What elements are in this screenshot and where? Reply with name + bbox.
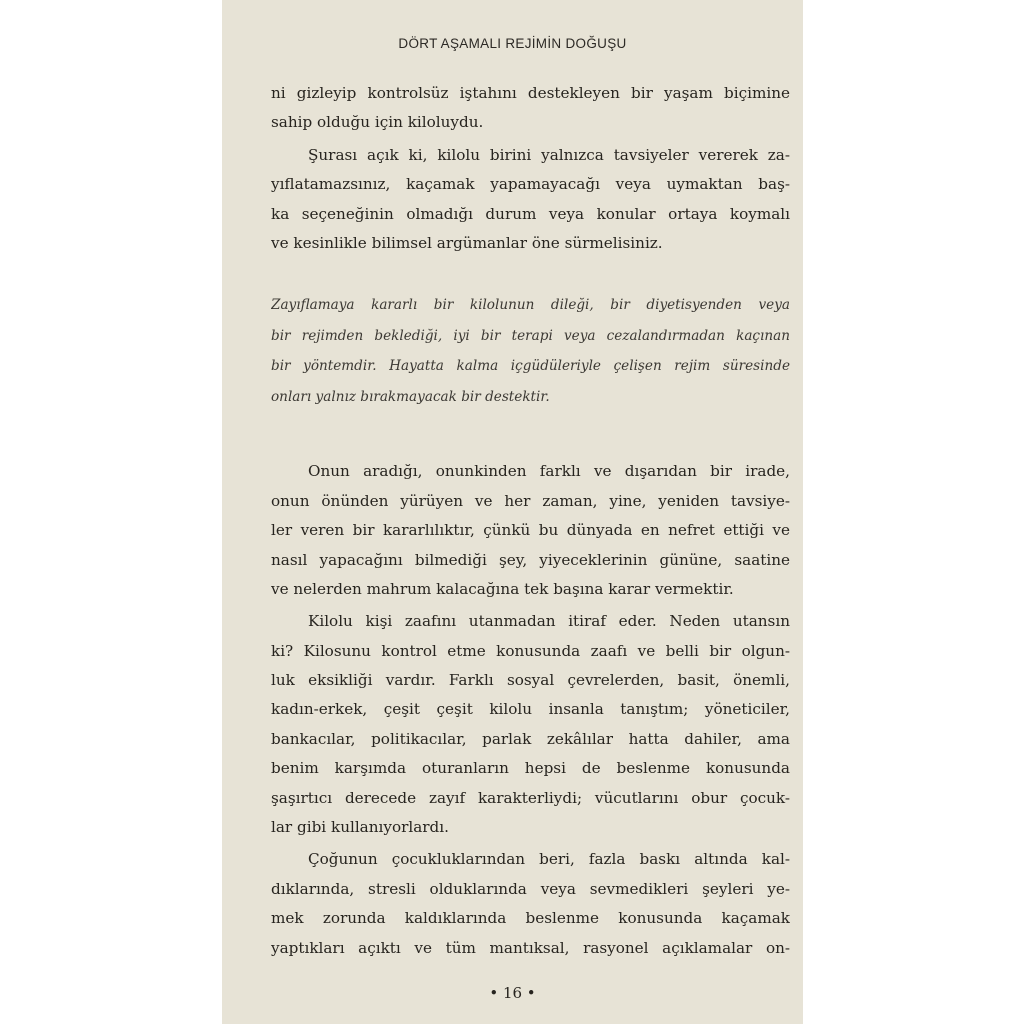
text-line: luk eksikliği vardır. Farklı sosyal çevrelerden, basit, önemli,: [271, 671, 790, 690]
paragraph: [271, 457, 790, 604]
text-line: bankacılar, politikacılar, parlak zekâlılar hatta dahiler, ama: [271, 729, 790, 748]
pull-quote: [271, 290, 790, 412]
text-line: Çoğunun çocukluklarından beri, fazla baskı altında kal-: [308, 850, 790, 869]
text-line: ka seçeneğinin olmadığı durum veya konular ortaya koymalı: [271, 204, 790, 223]
text-line: onun önünden yürüyen ve her zaman, yine, yeniden tavsiye-: [271, 491, 790, 510]
text-line: Kilolu kişi zaafını utanmadan itiraf eder. Neden utansın: [308, 612, 790, 631]
text-line: sahip olduğu için kiloluydu.: [271, 113, 484, 132]
text-line: nasıl yapacağını bilmediği şey, yiyeceklerinin gününe, saatine: [271, 550, 790, 569]
text-line: benim karşımda oturanların hepsi de beslenme konusunda: [271, 759, 790, 778]
text-line: mek zorunda kaldıklarında beslenme konusunda kaçamak: [271, 909, 790, 928]
quote-line: bir rejimden beklediği, iyi bir terapi veya cezalandırmadan kaçınan: [271, 327, 790, 344]
quote-line: onları yalnız bırakmayacak bir destektir.: [271, 388, 550, 405]
text-line: ler veren bir kararlılıktır, çünkü bu dünyada en nefret ettiği ve: [271, 521, 790, 540]
body-text: [271, 79, 790, 966]
text-line: yaptıkları açıktı ve tüm mantıksal, rasyonel açıklamalar on-: [271, 938, 790, 957]
text-line: lar gibi kullanıyorlardı.: [271, 818, 449, 837]
book-page: [222, 0, 803, 1024]
text-line: Şurası açık ki, kilolu birini yalnızca tavsiyeler vererek za-: [308, 145, 790, 164]
running-header: DÖRT AŞAMALI REJİMİN DOĞUŞU: [398, 36, 627, 51]
paragraph: [271, 607, 790, 842]
text-line: ki? Kilosunu kontrol etme konusunda zaafı ve belli bir olgun-: [271, 641, 790, 660]
text-line: şaşırtıcı derecede zayıf karakterliydi; vücutlarını obur çocuk-: [271, 788, 790, 807]
paragraph: [271, 845, 790, 963]
text-line: dıklarında, stresli olduklarında veya sevmedikleri şeyleri ye-: [271, 879, 790, 898]
text-line: ve kesinlikle bilimsel argümanlar öne sürmelisiniz.: [271, 233, 663, 252]
text-line: yıflatamazsınız, kaçamak yapamayacağı veya uymaktan baş-: [271, 175, 790, 194]
text-line: Onun aradığı, onunkinden farklı ve dışarıdan bir irade,: [308, 462, 790, 481]
quote-line: Zayıflamaya kararlı bir kilolunun dileği, bir diyetisyenden veya: [271, 297, 790, 314]
paragraph: [271, 141, 790, 259]
paragraph: [271, 79, 790, 138]
quote-line: bir yöntemdir. Hayatta kalma içgüdüleriyle çelişen rejim süresinde: [271, 358, 790, 375]
page-number: • 16 •: [489, 984, 536, 1002]
text-line: ni gizleyip kontrolsüz iştahını destekleyen bir yaşam biçimine: [271, 84, 790, 102]
text-line: ve nelerden mahrum kalacağına tek başına karar vermektir.: [271, 579, 734, 598]
text-line: kadın-erkek, çeşit çeşit kilolu insanla tanıştım; yöneticiler,: [271, 700, 790, 719]
